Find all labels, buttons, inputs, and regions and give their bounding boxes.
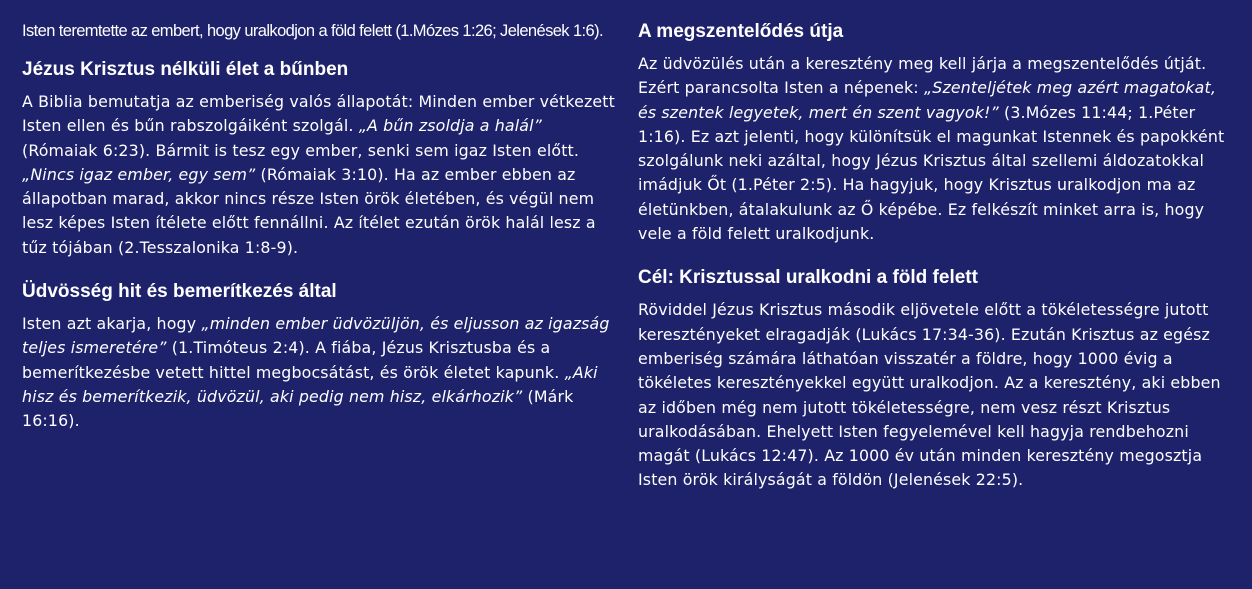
section-paragraph: [638, 298, 1232, 492]
bible-quote: „A bűn zsoldja a halál”: [358, 116, 542, 136]
section-sanctification: [638, 20, 1232, 246]
right-column: [638, 18, 1232, 513]
section-salvation: [22, 280, 622, 433]
section-heading: Cél: Krisztussal uralkodni a föld felett: [638, 267, 978, 289]
section-paragraph: [22, 312, 622, 433]
section-heading: Jézus Krisztus nélküli élet a bűnben: [22, 59, 349, 80]
section-life-in-sin: [22, 58, 622, 260]
intro-text: Isten teremtette az embert, hogy uralkodjon a föld felett (1.Mózes 1:26; Jelenések 1:6).: [22, 22, 603, 40]
paragraph-text: A Biblia bemutatja az emberiség valós állapotát: Minden ember vétkezett Isten ellen és bűn rabszolgáiként szolgál.: [22, 92, 615, 136]
section-heading: A megszentelődés útja: [638, 21, 844, 42]
paragraph-text: (1.Timóteus 2:4). A fiába, Jézus Krisztusba és a bemerítkezésbe vetett hittel megbocsátást, és örök életet kapunk.: [22, 338, 565, 382]
section-paragraph: [22, 90, 622, 260]
section-paragraph: [638, 52, 1232, 246]
paragraph-text: Isten azt akarja, hogy: [22, 314, 202, 334]
left-column: [22, 18, 622, 454]
paragraph-text: (Márk 16:16).: [22, 386, 574, 431]
paragraph-text: (3.Mózes 11:44; 1.Péter 1:16). Ez azt jelenti, hogy különítsük el magunkat Istennek és papokként szolgálunk neki azáltal, hogy Jézus Krisztus által szellemi áldozatokkal imádjuk Őt (1.Péter 2:5). Ha hagyjuk, hogy Krisztus uralkodjon ma az életünkben, átalakulunk az Ő képébe. Ez felkészít minket arra is, hogy vele a föld felett uralkodjunk.: [638, 102, 1225, 244]
bible-quote: „Aki hisz és bemerítkezik, üdvözül, aki pedig nem hisz, elkárhozik”: [22, 362, 598, 406]
section-heading: Üdvösség hit és bemerítkezés által: [22, 281, 337, 303]
paragraph-text: (Rómaiak 3:10). Ha az ember ebben az állapotban marad, akkor nincs része Isten örök életében, és végül nem lesz képes Isten ítélete előtt fennállni. Az ítélet ezután örök halál lesz a tűz tójában (2.Tesszalonika 1:8-9).: [22, 164, 596, 257]
section-reign-with-christ: [638, 266, 1232, 492]
paragraph-text: Röviddel Jézus Krisztus második eljövetele előtt a tökéletességre jutott keresztényeket elragadják (Lukács 17:34-36). Ezután Krisztus az egész emberiség számára láthatóan visszatér a földre, hogy 1000 évig a tökéletes keresztényekkel együtt uralkodjon. Az a keresztény, aki ebben az időben még nem jutott tökéletességre, nem vesz részt Krisztus uralkodásában. Ehelyett Isten fegyelemével kell hagyja rendbehozni magát (Lukács 12:47). Az 1000 év után minden keresztény megosztja Isten örök királyságát a földön (Jelenések 22:5).: [638, 300, 1221, 490]
paragraph-text: (Rómaiak 6:23). Bármit is tesz egy ember, senki sem igaz Isten előtt.: [22, 140, 580, 160]
bible-quote: „Nincs igaz ember, egy sem”: [22, 164, 256, 184]
bible-quote: „Szenteljétek meg azért magatokat, és szentek legyetek, mert én szent vagyok!”: [638, 78, 1217, 122]
bible-quote: „minden ember üdvözüljön, és eljusson az igazság teljes ismeretére”: [22, 314, 610, 358]
paragraph-text: Az üdvözülés után a keresztény meg kell járja a megszentelődés útját. Ezért parancsolta Isten a népenek:: [638, 54, 1207, 98]
